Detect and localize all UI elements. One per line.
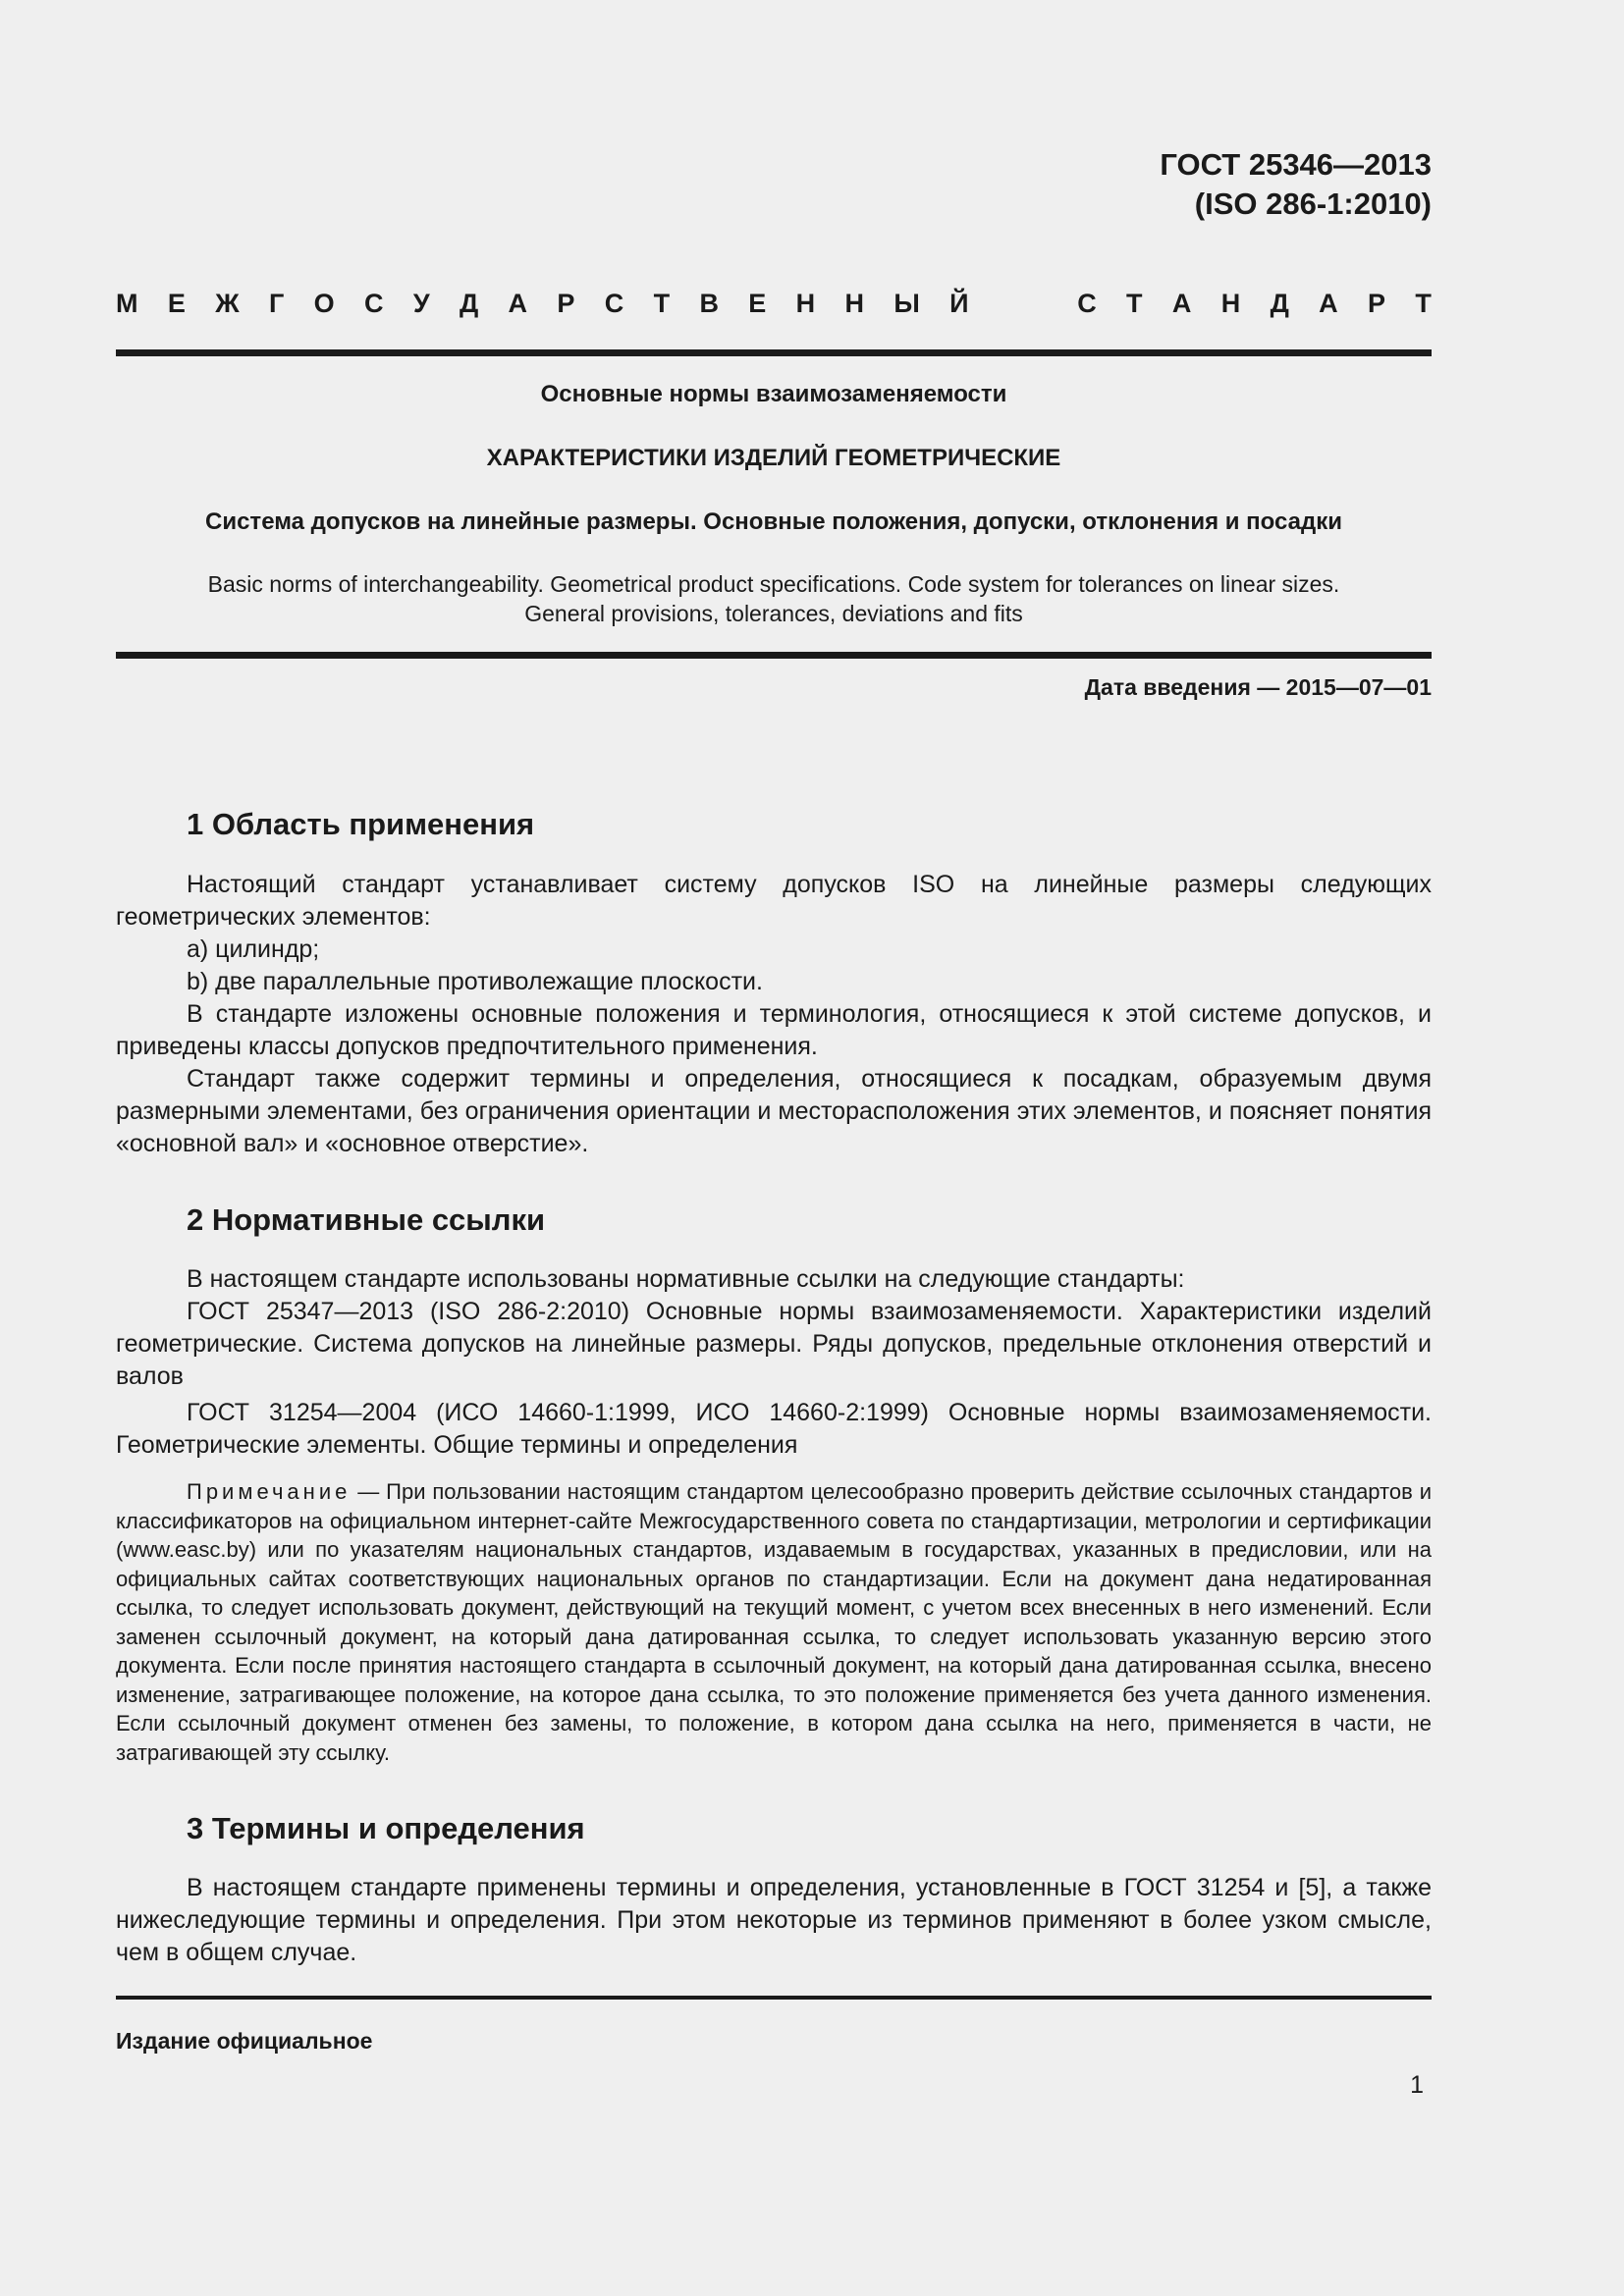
section-3-heading: 3 Термины и определения: [187, 1811, 585, 1845]
introduction-date: Дата введения — 2015—07—01: [1084, 674, 1432, 700]
banner-letter: Р: [1368, 288, 1386, 318]
banner-letter: А: [508, 288, 528, 318]
interstate-standard-banner: [116, 286, 1432, 321]
banner-letter: С: [1077, 288, 1097, 318]
banner-letter: Е: [748, 288, 767, 318]
banner-letter: Й: [949, 288, 969, 318]
banner-letter: Ж: [215, 288, 240, 318]
list-item: a) цилиндр;: [187, 935, 320, 963]
banner-letter: Г: [268, 288, 285, 318]
reference-item: ГОСТ 25347—2013 (ISO 286-2:2010) Основные нормы взаимозаменяемости. Характеристики изделий геометрические. Система допусков на линейные размеры. Ряды допусков, предельные отклонения отверстий и валов: [116, 1298, 1432, 1390]
banner-letter: С: [363, 288, 384, 318]
title-super: Основные нормы взаимозаменяемости: [540, 381, 1007, 407]
banner-letter: Т: [653, 288, 671, 318]
official-edition-label: Издание официальное: [116, 2028, 373, 2054]
title-english-line: Basic norms of interchangeability. Geometrical product specifications. Code system for tolerances on linear sizes.: [207, 571, 1340, 597]
banner-letter: Р: [557, 288, 575, 318]
section-2-heading: 2 Нормативные ссылки: [187, 1202, 546, 1237]
paragraph: Настоящий стандарт устанавливает систему допусков ISO на линейные размеры следующих геометрических элементов:: [116, 871, 1432, 931]
section-1-heading: 1 Область применения: [187, 807, 535, 841]
banner-letter: Т: [1415, 288, 1432, 318]
list-item: b) две параллельные противолежащие плоскости.: [187, 968, 763, 995]
banner-letter: Т: [1126, 288, 1143, 318]
banner-letter: Д: [1270, 288, 1289, 318]
title-english: [116, 569, 1432, 628]
banner-letter: С: [604, 288, 624, 318]
banner-letter: А: [1171, 288, 1192, 318]
banner-letter: В: [699, 288, 719, 318]
banner-letter: Н: [844, 288, 864, 318]
standard-code-iso: (ISO 286-1:2010): [1194, 187, 1432, 221]
paragraph: В настоящем стандарте применены термины и определения, установленные в ГОСТ 31254 и [5], а также нижеследующие термины и определения. При этом некоторые из терминов применяют в более узком смысле, чем в общем случае.: [116, 1874, 1432, 1966]
banner-letter: О: [313, 288, 335, 318]
banner-letter: М: [116, 288, 138, 318]
paragraph: Стандарт также содержит термины и определения, относящиеся к посадкам, образуемым двумя размерными элементами, без ограничения ориентации и месторасположения этих элементов, и поясняет понятия «основной вал» и «основное отверстие».: [116, 1065, 1432, 1157]
title-divider: [116, 652, 1432, 659]
title-english-line: General provisions, tolerances, deviations and fits: [524, 601, 1023, 626]
top-divider: [116, 349, 1432, 356]
footer-divider: [116, 1996, 1432, 2000]
banner-letter: У: [412, 288, 430, 318]
note-label: Примечание: [187, 1479, 352, 1504]
section-3-body: [116, 1872, 1432, 1969]
paragraph: В стандарте изложены основные положения и терминология, относящиеся к этой системе допусков, и приведены классы допусков предпочтительного применения.: [116, 1000, 1432, 1060]
reference-item: ГОСТ 31254—2004 (ИСО 14660-1:1999, ИСО 14660-2:1999) Основные нормы взаимозаменяемости. Геометрические элементы. Общие термины и определения: [116, 1399, 1432, 1459]
note-text: При пользовании настоящим стандартом целесообразно проверить действие ссылочных стандартов и классификаторов на официальном интернет-сайте Межгосударственного совета по стандартизации, метрологии и сертификации (www.easc.by) или по указателям национальных стандартов, издаваемым в государствах, указанных в предисловии, или на официальных сайтах соответствующих национальных органов по стандартизации. Если на документ дана недатированная ссылка, то следует использовать документ, действующий на текущий момент, с учетом всех внесенных в него изменений. Если заменен ссылочный документ, на который дана датированная ссылка, то следует использовать указанную версию этого документа. Если после принятия настоящего стандарта в ссылочный документ, на который дана датированная ссылка, внесено изменение, затрагивающее положение, на которое дана ссылка, то это положение применяется без учета данного изменения. Если ссылочный документ отменен без замены, то положение, в котором дана ссылка на него, применяется в части, не затрагивающей эту ссылку.: [116, 1479, 1433, 1765]
banner-letter: Ы: [893, 288, 920, 318]
banner-letter: Н: [1220, 288, 1241, 318]
banner-letter: Д: [459, 288, 479, 318]
banner-letter: Н: [795, 288, 816, 318]
banner-letter: Е: [167, 288, 186, 318]
page-number: 1: [1410, 2071, 1424, 2099]
title-main: ХАРАКТЕРИСТИКИ ИЗДЕЛИЙ ГЕОМЕТРИЧЕСКИЕ: [486, 445, 1061, 471]
standard-code: [1160, 145, 1432, 224]
section-2-note: [116, 1477, 1432, 1767]
paragraph: В настоящем стандарте использованы нормативные ссылки на следующие стандарты:: [187, 1265, 1185, 1293]
title-sub: Система допусков на линейные размеры. Основные положения, допуски, отклонения и посадки: [205, 508, 1342, 535]
banner-letter: А: [1319, 288, 1338, 318]
standard-code-gost: ГОСТ 25346—2013: [1160, 147, 1432, 182]
note-dash: —: [351, 1479, 387, 1504]
section-2-body: [116, 1263, 1432, 1462]
section-1-body: [116, 869, 1432, 1160]
